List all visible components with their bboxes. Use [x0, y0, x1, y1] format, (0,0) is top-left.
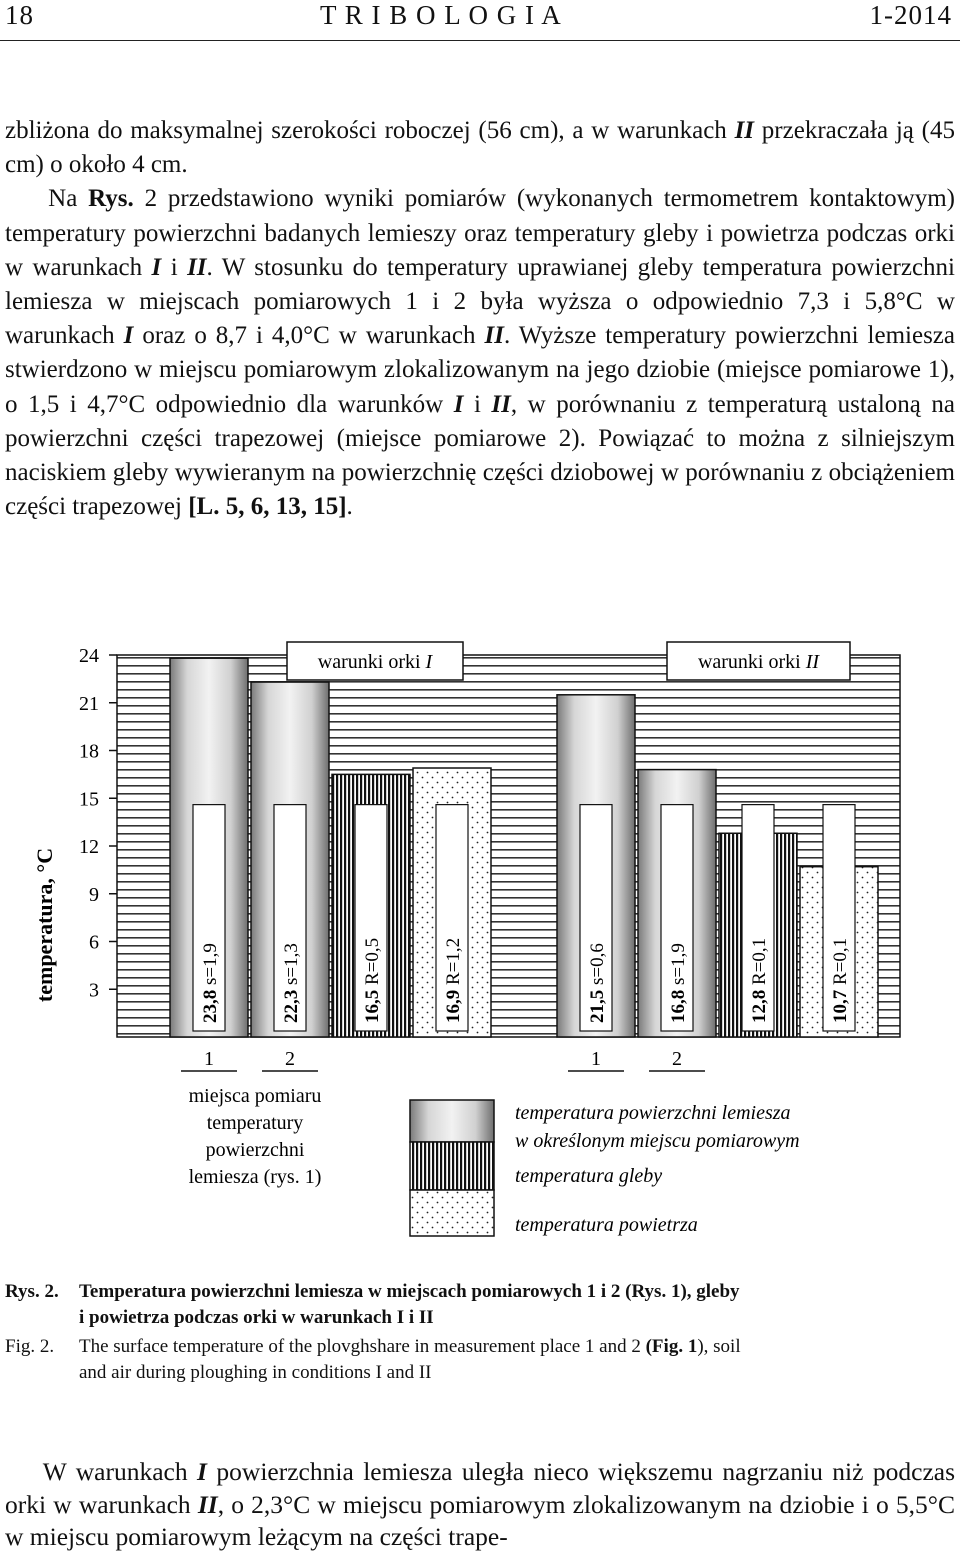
place-number: 2 [672, 1048, 682, 1070]
bar-value-label [281, 943, 302, 1023]
legend-label: temperatura powietrza [515, 1214, 698, 1236]
caption-text-pl-line1: Temperatura powierzchni lemiesza w miejscach pomiarowych 1 i 2 (Rys. 1), gleby [79, 1281, 740, 1302]
caption-label-pl: Rys. 2. [5, 1281, 59, 1302]
body-paragraph-bottom: W warunkach I powierzchnia lemiesza uległa nieco większemu nagrzaniu niż podczas orki w warunkach II, o 2,3°C w miejscu pomiarowym zlokalizowanym na dziobie i o 5,5°C w miejscu pomiarowym leżącym na części trape- [5, 1457, 956, 1551]
group-title-text: warunki orki [697, 651, 806, 673]
issue-number: 1-2014 [869, 0, 952, 30]
group-title-roman: II [805, 651, 820, 673]
header-rule [0, 40, 960, 41]
bar-value-label [587, 943, 608, 1023]
bar-value: 16,5 [362, 985, 383, 1023]
bar-value: 16,8 [668, 985, 689, 1023]
group-title-roman: I [425, 651, 433, 673]
bar-value: 12,8 [749, 985, 770, 1023]
y-tick-label: 24 [79, 645, 99, 667]
y-tick-label: 21 [79, 692, 99, 715]
bar-chart [0, 625, 960, 1250]
legend-swatch-gleba [410, 1142, 494, 1190]
bar-stat: R=0,1 [830, 937, 851, 985]
bar-stat: s=1,9 [668, 943, 689, 985]
journal-title: T R I B O L O G I A [320, 0, 562, 30]
place-number: 1 [204, 1048, 214, 1070]
figure-caption-en [5, 1334, 955, 1386]
caption-label-en: Fig. 2. [5, 1336, 55, 1357]
bar-value-label [362, 938, 383, 1023]
y-tick-label: 9 [89, 883, 99, 906]
legend-label: w określonym miejscu pomiarowym [515, 1130, 800, 1152]
y-tick-label: 15 [79, 788, 99, 811]
y-tick-label: 6 [89, 931, 99, 954]
legend-label: temperatura gleby [515, 1165, 663, 1187]
body-paragraph-top: zbliżona do maksymalnej szerokości roboczej (56 cm), a w warunkach II przekraczała ją (45 cm) o około 4 cm. Na Rys. 2 przedstawiono wyniki pomiarów (wykonanych termometrem kontaktowym) temperatury powierzchni badanych lemieszy oraz temperatury gleby i powietrza podczas orki w warunkach I i II. W stosunku do temperatury uprawianej gleby temperatura powierzchni lemiesza w miejscach pomiarowych 1 i 2 była wyższa o odpowiednio 7,3 i 5,8°C w warunkach I oraz o 8,7 i 4,0°C w warunkach II. Wyższe temperatury powierzchni lemiesza stwierdzono w miejscu pomiarowym zlokalizowanym na jego dziobie (miejsce pomiarowe 1), o 1,5 i 4,7°C odpowiednio dla warunków I i II, w porównaniu z temperaturą ustaloną na powierzchni części trapezowej (miejsce pomiarowe 2). Powiązać to można z silniejszym naciskiem gleby wywieranym na powierzchnię części dziobowej w porównaniu z obciążeniem części trapezowej [L. 5, 6, 13, 15]. [5, 117, 956, 521]
y-axis [79, 645, 117, 1001]
place-number: 1 [591, 1048, 601, 1070]
bar-value-label [749, 938, 770, 1023]
bar-value-label [668, 943, 689, 1023]
bar-stat: s=1,3 [281, 943, 302, 985]
legend-label: temperatura powierzchni lemiesza [515, 1102, 791, 1124]
bar-value-label [443, 938, 464, 1023]
figure-caption-pl [5, 1279, 955, 1331]
bar-value: 22,3 [281, 985, 302, 1023]
legend-swatch-lemiesz [410, 1100, 494, 1142]
y-tick-label: 18 [79, 740, 99, 763]
bar-stat: s=1,9 [200, 943, 221, 985]
y-tick-label: 12 [79, 836, 99, 858]
caption-text-en-line2: and air during ploughing in conditions I and II [79, 1362, 432, 1383]
bar-value-label [200, 943, 221, 1023]
y-tick-label: 3 [89, 979, 99, 1002]
places-caption-line: temperatury [206, 1112, 304, 1134]
group-title [318, 651, 434, 673]
plot-area [79, 645, 900, 1037]
legend-swatch-powietrze [410, 1190, 494, 1236]
caption-text-en-line1: The surface temperature of the plovghshare in measurement place 1 and 2 (Fig. 1), soil [79, 1336, 741, 1357]
group-title [698, 651, 820, 673]
bar-stat: R=0,5 [362, 937, 383, 985]
places-caption-line: miejsca pomiaru [188, 1085, 322, 1107]
place-number: 2 [285, 1048, 295, 1070]
bar-value: 23,8 [200, 985, 221, 1023]
bar-value: 10,7 [830, 985, 851, 1023]
chart-legend [410, 1100, 800, 1236]
bar-stat: s=0,6 [587, 943, 608, 985]
places-caption-line: lemiesza (rys. 1) [188, 1166, 322, 1188]
bar-value-label [830, 938, 851, 1023]
page-number: 18 [5, 0, 34, 30]
y-axis-label: temperatura, °C [32, 847, 57, 1003]
running-header [0, 0, 960, 46]
places-caption-line: powierzchni [205, 1139, 305, 1161]
caption-text-pl-line2: i powietrza podczas orki w warunkach I i II [79, 1307, 434, 1328]
bar-value: 21,5 [587, 985, 608, 1023]
bar-stat: R=1,2 [443, 937, 464, 985]
group-title-text: warunki orki [317, 651, 426, 673]
bar-stat: R=0,1 [749, 937, 770, 985]
bar-value: 16,9 [443, 985, 464, 1023]
